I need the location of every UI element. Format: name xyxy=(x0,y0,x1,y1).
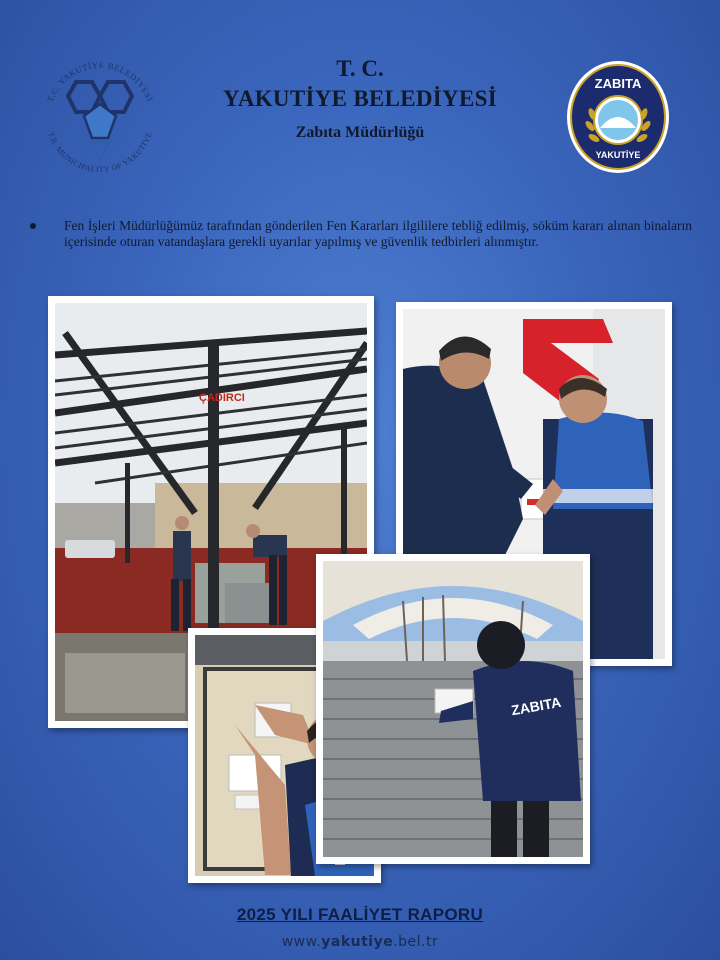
url-prefix: www. xyxy=(281,934,322,950)
bullet-text: Fen İşleri Müdürlüğümüz tarafından gönderilen Fen Kararları ilgililere tebliğ edilmiş, söküm kararı alınan binaların içerisinde oturan vatandaşlara gerekli uyarılar yapılmış ve güvenlik tedbirleri alınmıştır. xyxy=(64,218,692,249)
bullet-dot-icon xyxy=(30,223,36,229)
url-main: yakutiye xyxy=(321,934,394,950)
url-suffix: .bel.tr xyxy=(393,934,439,950)
photo-sign-text: ÇADIRCI xyxy=(199,392,245,404)
badge-bottom-text: YAKUTİYE xyxy=(595,150,641,160)
badge-top-text: ZABITA xyxy=(594,76,642,91)
website-url[interactable] xyxy=(0,934,720,950)
photo-zabita-officer-shutter xyxy=(316,554,590,864)
logo-ring-top-text: T.C. YAKUTİYE BELEDİYESİ xyxy=(44,59,156,104)
header-tc: T. C. xyxy=(336,56,384,81)
header-municipality-name: YAKUTİYE BELEDİYESİ xyxy=(223,86,497,111)
bullet-item xyxy=(30,218,692,250)
zabita-badge-logo xyxy=(564,58,672,176)
header-department: Zabıta Müdürlüğü xyxy=(295,124,425,141)
photo-vest-text: ZABITA xyxy=(509,693,563,719)
logo-ring-bottom-text: T.R. MUNICIPALITY OF YAKUTİYE xyxy=(46,130,154,175)
report-title: 2025 YILI FAALİYET RAPORU xyxy=(236,905,484,924)
